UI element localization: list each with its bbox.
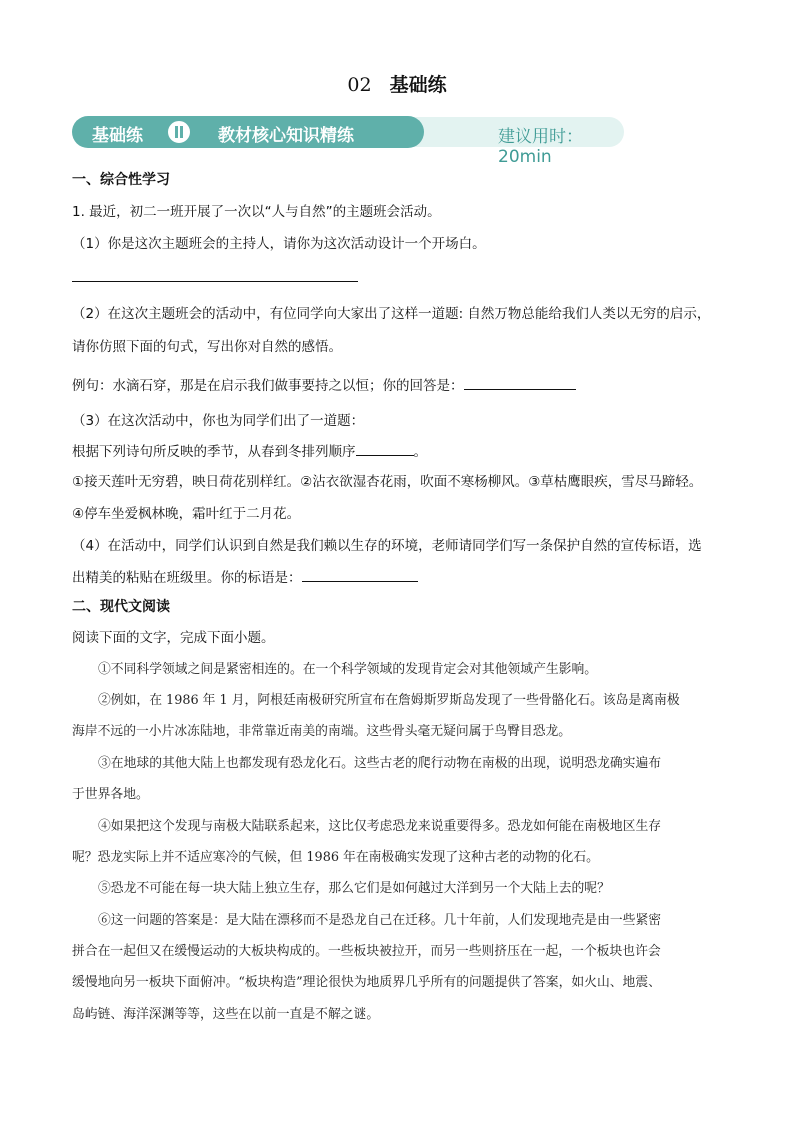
q1-part2-line1: （2）在这次主题班会的活动中，有位同学向大家出了这样一道题: 自然万物总能给我们人类以无穷的启示， xyxy=(72,306,711,322)
article-para: ⑤恐龙不可能在每一块大陆上独立生存，那么它们是如何越过大洋到另一个大陆上去的呢？ xyxy=(98,881,610,896)
q1-part2-example xyxy=(72,375,576,395)
answer-line-1[interactable] xyxy=(72,281,358,282)
section1-heading: 一、综合性学习 xyxy=(72,172,170,188)
article-para: 缓慢地向另一板块下面俯冲。“板块构造”理论很快为地质界几乎所有的问题提供了答案，如火山、地震、 xyxy=(72,975,661,990)
title-number: 02 xyxy=(347,74,372,96)
q1-part4-line2 xyxy=(72,567,418,587)
q1-part1: （1）你是这次主题班会的主持人，请你为这次活动设计一个开场白。 xyxy=(72,236,486,252)
article-para: 于世界各地。 xyxy=(72,787,149,802)
answer-blank-4[interactable] xyxy=(302,567,418,582)
article-para: 海岸不远的一小片冰冻陆地，非常靠近南美的南端。这些骨头毫无疑问属于鸟臀目恐龙。 xyxy=(72,724,572,739)
banner-label-core: 教材核心知识精练 xyxy=(218,126,354,146)
q1-part3-line1: （3）在这次活动中，你也为同学们出了一道题： xyxy=(72,413,365,429)
book-icon xyxy=(166,119,192,145)
order-question: 根据下列诗句所反映的季节，从春到冬排列顺序 xyxy=(72,444,356,460)
article-para: 岛屿链、海洋深渊等等，这些在以前一直是不解之谜。 xyxy=(72,1007,380,1022)
section2-intro: 阅读下面的文字，完成下面小题。 xyxy=(72,630,275,646)
order-question-end: 。 xyxy=(413,444,427,460)
article-para: ②例如，在 1986 年 1 月，阿根廷南极研究所宣布在詹姆斯罗斯岛发现了一些骨骼化石。该岛是离南极 xyxy=(98,693,680,708)
article-para: ①不同科学领域之间是紧密相连的。在一个科学领域的发现肯定会对其他领域产生影响。 xyxy=(98,662,598,677)
answer-blank-2[interactable] xyxy=(464,375,576,390)
slogan-question: 出精美的粘贴在班级里。你的标语是： xyxy=(72,570,302,586)
article-para: ④如果把这个发现与南极大陆联系起来，这比仅考虑恐龙来说重要得多。恐龙如何能在南极地区生存 xyxy=(98,819,662,834)
answer-blank-3[interactable] xyxy=(356,441,414,456)
title-text: 基础练 xyxy=(389,74,447,96)
q1-part3-line2 xyxy=(72,441,427,461)
example-text: 例句：水滴石穿，那是在启示我们做事要持之以恒；你的回答是： xyxy=(72,378,464,394)
article-para: ⑥这一问题的答案是：是大陆在漂移而不是恐龙自己在迁移。几十年前，人们发现地壳是由一些紧密 xyxy=(98,913,662,928)
poems-line2: ④停车坐爱枫林晚，霜叶红于二月花。 xyxy=(72,506,301,522)
article-para: ③在地球的其他大陆上也都发现有恐龙化石。这些古老的爬行动物在南极的出现，说明恐龙确实遍布 xyxy=(98,756,662,771)
section2-heading: 二、现代文阅读 xyxy=(72,599,170,615)
q1-intro: 1. 最近，初二一班开展了一次以“人与自然”的主题班会活动。 xyxy=(72,204,441,220)
article-para: 呢？恐龙实际上并不适应寒冷的气候，但 1986 年在南极确实发现了这种古老的动物的化石。 xyxy=(72,850,599,865)
page-title xyxy=(0,70,794,97)
q1-part4-line1: （4）在活动中，同学们认识到自然是我们赖以生存的环境，老师请同学们写一条保护自然的宣传标语，选 xyxy=(72,538,702,554)
section-banner xyxy=(72,116,624,167)
q1-part2-line2: 请你仿照下面的句式，写出你对自然的感悟。 xyxy=(72,339,342,355)
article-para: 拼合在一起但又在缓慢运动的大板块构成的。一些板块被拉开，而另一些则挤压在一起，一个板块也许会 xyxy=(72,944,661,959)
poems-line1: ①接天莲叶无穷碧，映日荷花别样红。②沾衣欲湿杏花雨，吹面不寒杨柳风。③草枯鹰眼疾，雪尽马蹄轻。 xyxy=(72,474,703,490)
banner-pill xyxy=(72,116,424,148)
banner-label-basic: 基础练 xyxy=(92,126,143,146)
banner-time-label: 建议用时：20min xyxy=(498,127,583,167)
